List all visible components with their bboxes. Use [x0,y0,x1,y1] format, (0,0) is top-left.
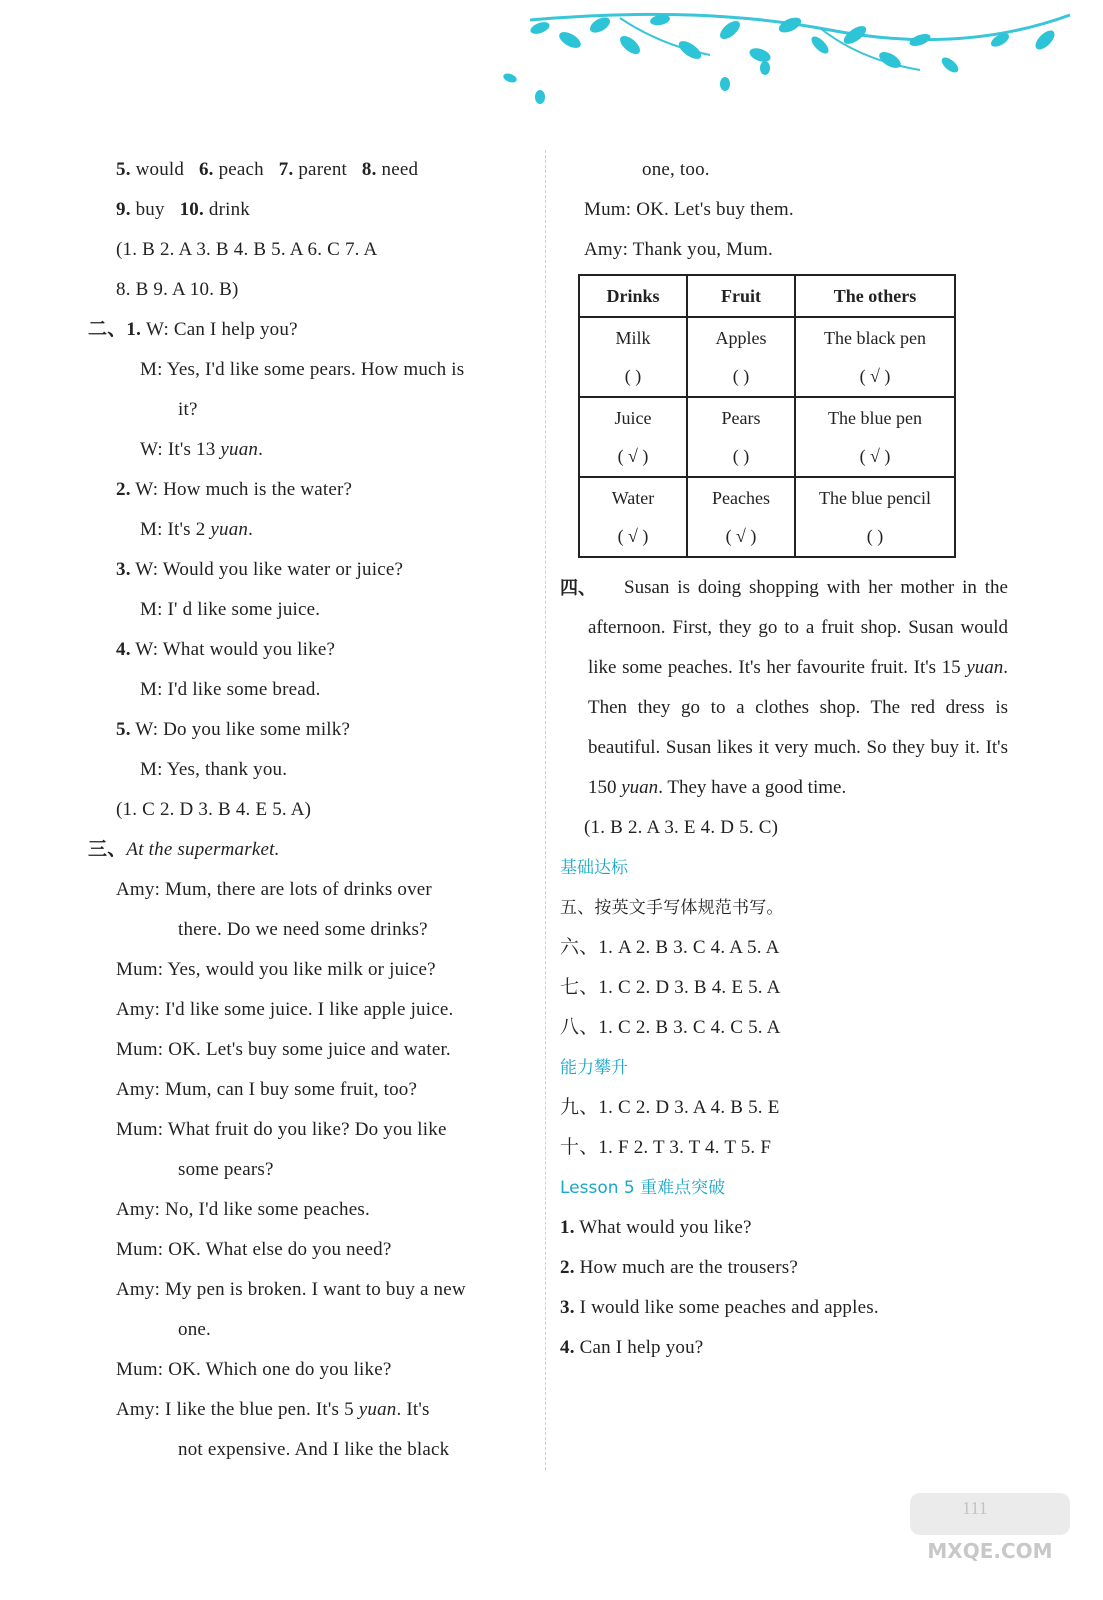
dialog-line: Mum: OK. What else do you need? [116,1239,392,1260]
section-heading-lesson5: Lesson 5 重难点突破 [560,1178,726,1198]
dialog-line: Mum: Yes, would you like milk or juice? [116,959,436,980]
answer-line-3: (1. B 2. A 3. B 4. B 5. A 6. C 7. A [116,239,378,260]
right-column [560,150,1010,1368]
dialog-line: there. Do we need some drinks? [178,919,428,940]
section-6: 六、1. A 2. B 3. C 4. A 5. A [560,937,780,958]
table-row [579,317,955,397]
section-4-passage [560,568,1010,808]
dialog-line: Mum: What fruit do you like? Do you like [116,1119,447,1140]
dialog-line: M: I' d like some juice. [140,599,321,620]
lesson5-item: 4. Can I help you? [560,1337,704,1358]
table-cell: The black pen ( √ ) [795,317,955,397]
dialog-line: M: Yes, thank you. [140,759,288,780]
table-cell: Juice ( √ ) [579,397,687,477]
dialog-line: some pears? [178,1159,274,1180]
section-5: 五、按英文手写体规范书写。 [560,898,784,918]
table-cell: Pears ( ) [687,397,795,477]
table-header: Drinks [579,275,687,317]
section-8: 八、1. C 2. B 3. C 4. C 5. A [560,1017,781,1038]
dialog-line: it? [178,399,198,420]
watermark-logo [905,1488,1075,1563]
section-4-number: 四、 [560,578,596,598]
table-cell: Peaches ( √ ) [687,477,795,557]
dialog-line: Mum: OK. Let's buy them. [584,199,794,220]
dialog-line: Amy: My pen is broken. I want to buy a new [116,1279,466,1300]
section-2-q2: 2. W: How much is the water? [116,479,353,500]
table-cell: The blue pen ( √ ) [795,397,955,477]
dialog-line: Mum: OK. Let's buy some juice and water. [116,1039,451,1060]
dialog-line: Amy: I like the blue pen. It's 5 yuan. It's [116,1399,430,1420]
section-2-q1: 二、1. W: Can I help you? [88,319,298,340]
svg-text:MXQE.COM: MXQE.COM [927,1539,1053,1563]
lesson5-item: 1. What would you like? [560,1217,752,1238]
lesson5-item: 3. I would like some peaches and apples. [560,1297,879,1318]
section-7: 七、1. C 2. D 3. B 4. E 5. A [560,977,781,998]
dialog-line: Amy: Mum, can I buy some fruit, too? [116,1079,418,1100]
section-2-q4: 4. W: What would you like? [116,639,336,660]
dialog-line: not expensive. And I like the black [178,1439,450,1460]
dialog-line: one, too. [642,159,710,180]
table-cell: Water ( √ ) [579,477,687,557]
left-column [88,150,528,1470]
section-10: 十、1. F 2. T 3. T 4. T 5. F [560,1137,772,1158]
table-row [579,477,955,557]
table-row [579,397,955,477]
section-heading-advanced: 能力攀升 [560,1058,628,1078]
shopping-table [578,274,956,558]
passage-text: Susan is doing shopping with her mother in the afternoon. First, they go to a fruit shop. Susan would like some peaches. It's her favourite fruit. It's 15 yuan. Then they go to a clothes shop. The red dress is beautiful. Susan likes it very much. So they buy it. It's 150 yuan. They have a good time. [588,577,1009,798]
section-heading-basic: 基础达标 [560,858,628,878]
dialog-line: Amy: No, I'd like some peaches. [116,1199,370,1220]
section-2-q3: 3. W: Would you like water or juice? [116,559,404,580]
dialog-line: Amy: Thank you, Mum. [584,239,773,260]
table-cell: Milk ( ) [579,317,687,397]
answer-line-2: 9. buy 10. drink [116,199,250,220]
dialog-line: one. [178,1319,211,1340]
answer-line-4: 8. B 9. A 10. B) [116,279,239,300]
dialog-line: W: It's 13 yuan. [140,439,264,460]
dialog-line: Amy: Mum, there are lots of drinks over [116,879,432,900]
dialog-line: Mum: OK. Which one do you like? [116,1359,392,1380]
section-9: 九、1. C 2. D 3. A 4. B 5. E [560,1097,780,1118]
table-header: Fruit [687,275,795,317]
leaf-branch-decoration [500,0,1080,115]
table-cell: The blue pencil ( ) [795,477,955,557]
dialog-line: M: Yes, I'd like some pears. How much is [140,359,465,380]
answer-line-1: 5. would 6. peach 7. parent 8. need [116,159,419,180]
section-2-q5: 5. W: Do you like some milk? [116,719,351,740]
table-header-row [579,275,955,317]
dialog-line: M: I'd like some bread. [140,679,321,700]
section-3-title: 三、At the supermarket. [88,839,280,860]
table-header: The others [795,275,955,317]
table-cell: Apples ( ) [687,317,795,397]
answer-line-section-2: (1. C 2. D 3. B 4. E 5. A) [116,799,312,820]
dialog-line: Amy: I'd like some juice. I like apple juice. [116,999,454,1020]
lesson5-item: 2. How much are the trousers? [560,1257,798,1278]
dialog-line: M: It's 2 yuan. [140,519,254,540]
column-divider [545,150,546,1470]
answer-line-section-4: (1. B 2. A 3. E 4. D 5. C) [584,817,779,838]
